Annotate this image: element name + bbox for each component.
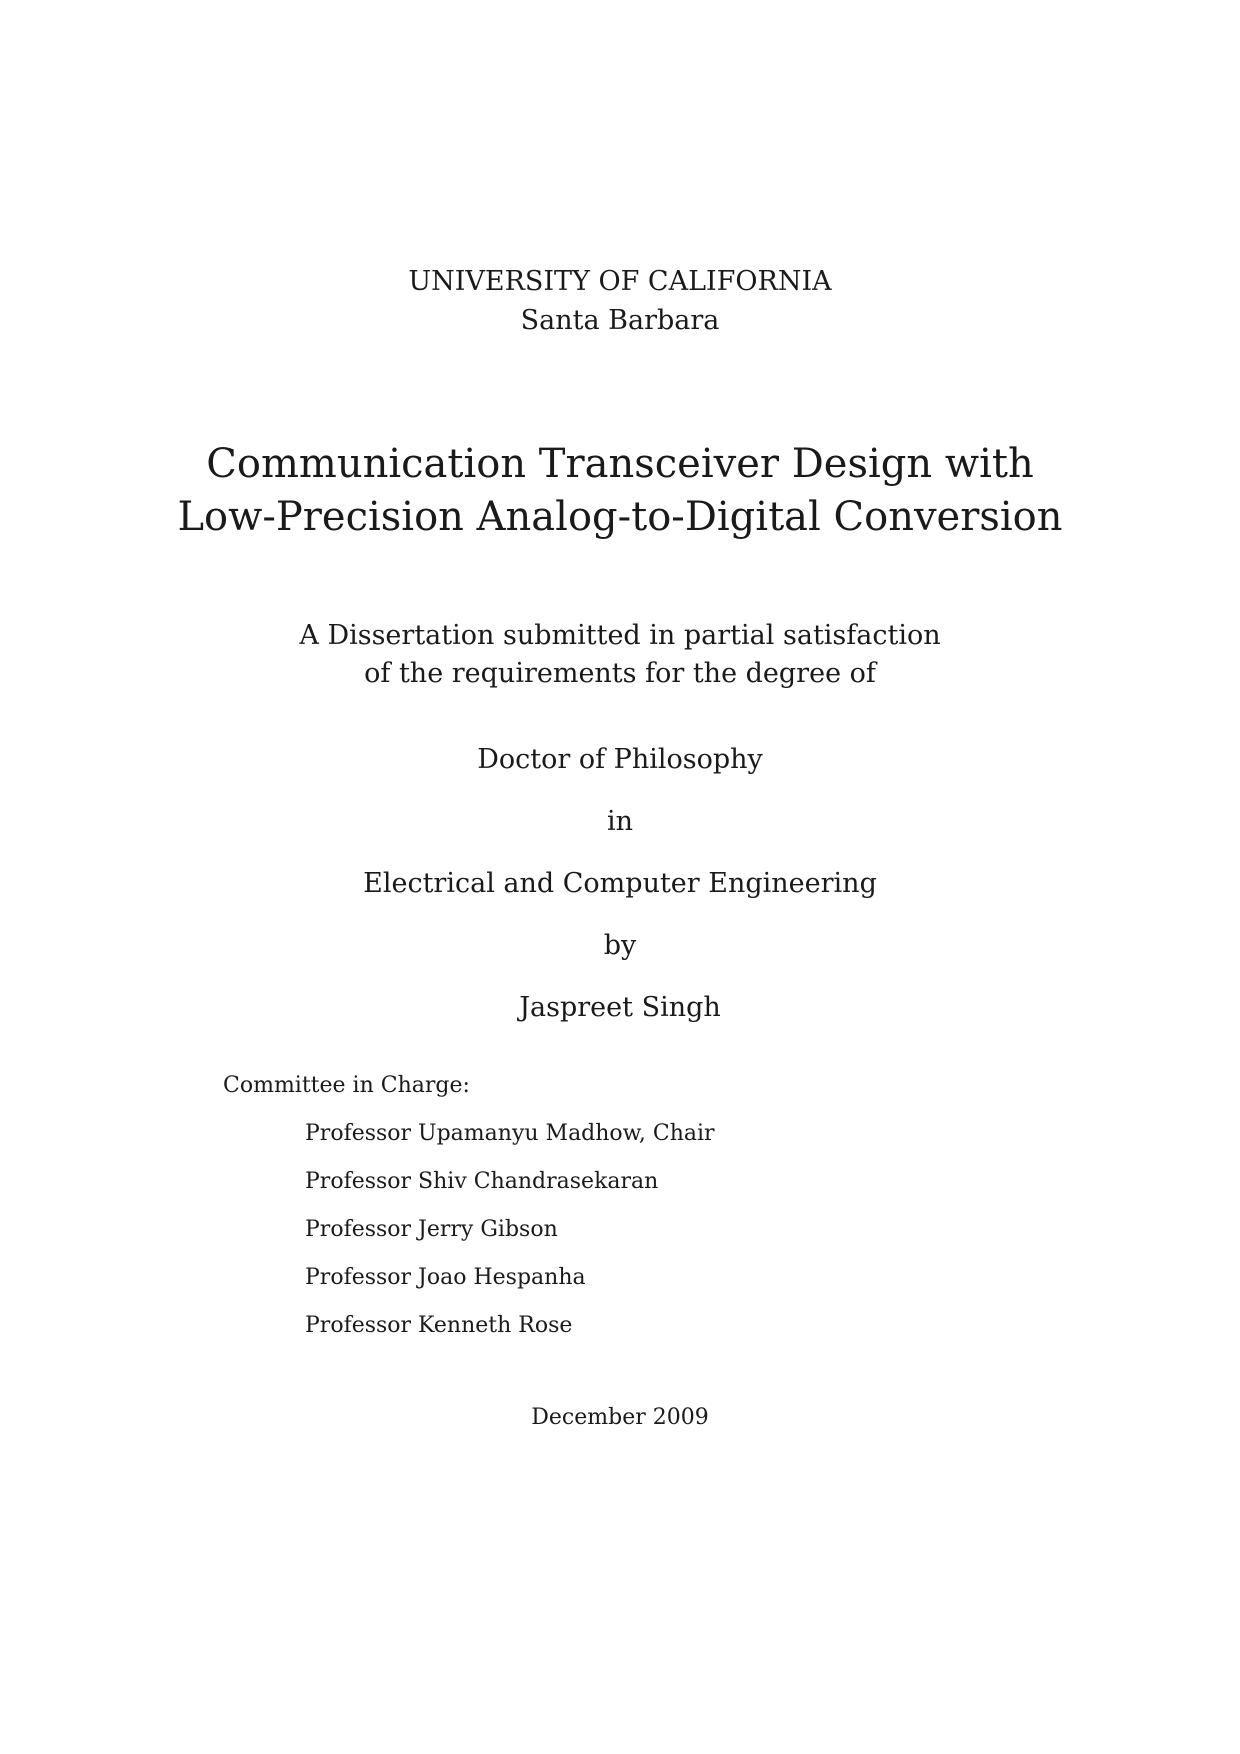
submission-statement-line-1: A Dissertation submitted in partial satisfaction (299, 620, 941, 651)
submission-statement-line-2: of the requirements for the degree of (364, 658, 876, 689)
degree-name: Doctor of Philosophy (477, 744, 763, 775)
committee-member: Professor Joao Hespanha (305, 1265, 586, 1290)
committee-member: Professor Kenneth Rose (305, 1313, 573, 1338)
committee-member: Professor Upamanyu Madhow, Chair (305, 1121, 715, 1146)
committee-heading: Committee in Charge: (223, 1073, 470, 1098)
university-name: UNIVERSITY OF CALIFORNIA (408, 266, 832, 297)
submission-date: December 2009 (531, 1405, 709, 1430)
committee-member: Professor Shiv Chandrasekaran (305, 1169, 659, 1194)
dissertation-title-line-1: Communication Transceiver Design with (206, 441, 1034, 487)
by-word: by (603, 930, 637, 961)
in-word: in (606, 806, 634, 837)
field-of-study: Electrical and Computer Engineering (363, 868, 877, 899)
committee-member: Professor Jerry Gibson (305, 1217, 558, 1242)
dissertation-title-line-2: Low-Precision Analog-to-Digital Conversion (177, 494, 1063, 540)
author-name: Jaspreet Singh (519, 992, 721, 1023)
campus-name: Santa Barbara (520, 305, 720, 336)
